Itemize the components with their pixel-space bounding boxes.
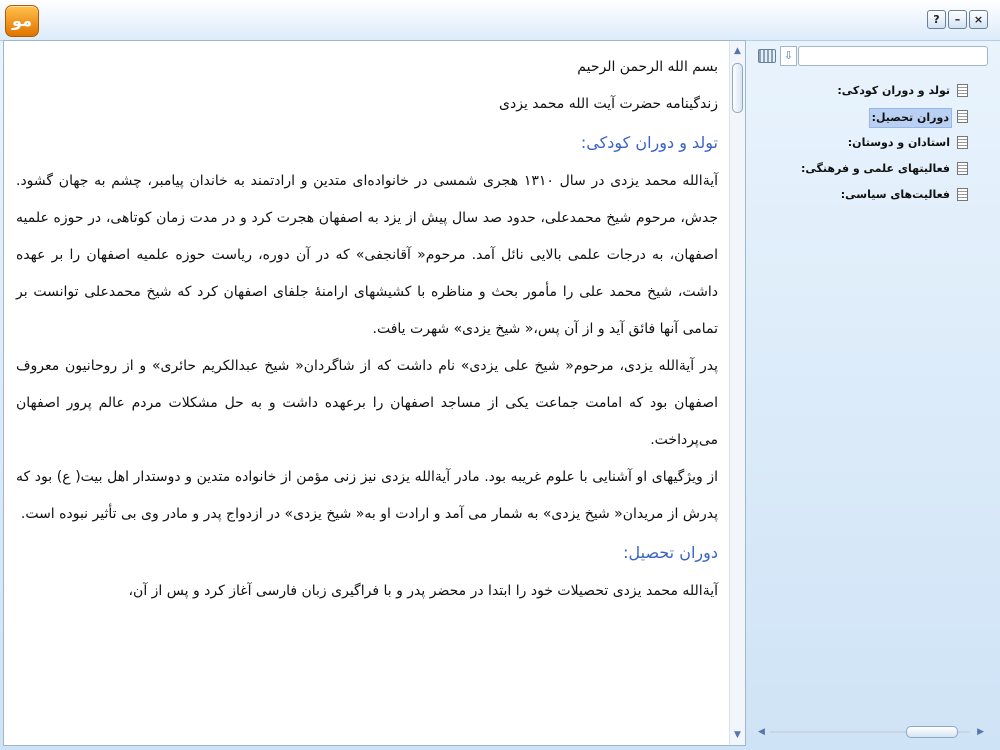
document-icon (957, 110, 968, 123)
biography-text (16, 49, 718, 610)
search-arrow-icon[interactable]: ⇩ (780, 46, 797, 66)
table-of-contents (752, 78, 970, 208)
paragraph: بسم الله الرحمن الرحيم (577, 59, 718, 75)
help-button[interactable]: ? (927, 10, 946, 29)
section-heading: دوران تحصیل: (623, 543, 718, 562)
toc-item-label: تولد و دوران کودکی: (837, 84, 950, 97)
section-heading: تولد و دوران کودکی: (580, 133, 718, 152)
paragraph: از ویژگیهای او آشنایی با علوم غریبه بود. مادر آیةالله یزدی نیز زنی مؤمن از خانواده متدین و دوستدار اهل بیت( ع) بود که پدرش از مریدان« شیخ یزدی» به شمار می آمد و ارادت او به« شیخ یزدی» در ازدواج پدر و مادر وی بی تأثیر نبوده است. (16, 469, 718, 522)
document-icon (957, 162, 968, 175)
paragraph: پدر آیةالله یزدی، مرحوم« شیخ علی یزدی» نام داشت که از شاگردان« شیخ عبدالکریم حائری» و از روحانیون معروف اصفهان بود که امامت جماعت یکی از مساجد اصفهان را برعهده داشت و به حل مشکلات مردم عالم پرور اصفهان می‌پرداخت. (16, 358, 718, 448)
minimize-button[interactable]: – (948, 10, 967, 29)
horizontal-scrollbar[interactable] (758, 726, 984, 738)
toc-sidebar (752, 40, 994, 744)
toc-item[interactable] (752, 78, 970, 104)
document-icon (957, 136, 968, 149)
toc-item-label: فعالیتهای علمی و فرهنگی: (800, 162, 950, 175)
scroll-down-icon[interactable]: ▼ (734, 730, 741, 740)
title-bar (0, 0, 1000, 41)
toc-item-label: استادان و دوستان: (847, 136, 950, 149)
toc-item[interactable] (752, 156, 970, 182)
toc-item-label: فعالیت‌های سیاسی: (840, 188, 950, 201)
keyboard-icon[interactable] (758, 49, 776, 63)
scroll-left-icon[interactable]: ◀ (758, 727, 765, 737)
paragraph: آیةالله محمد یزدی در سال ۱۳۱۰ هجری شمسی در خانواده‌ای متدین و ارادتمند به خاندان پیامبر، چشم به جهان گشود. جدش، مرحوم شیخ محمدعلی، حدود صد سال پیش از یزد به اصفهان هجرت کرد و در مدت زمان کوتاهی، در حوزه علمیه اصفهان، به درجات علمی بالایی نائل آمد. مرحوم« آقانجفی» که در آن دوره، ریاست حوزه علمیه اصفهان را بر عهده داشت، شیخ محمد علی را مأمور بحث و مناظره با کشیشهای ارامنهٔ جلفای اصفهان کرد که شیخ محمدعلی توانست بر تمامی آنها فائق آید و از آن پس،« شیخ یزدی» شهرت یافت. (16, 173, 718, 337)
document-icon (957, 188, 968, 201)
search-input[interactable] (798, 46, 988, 66)
document-icon (957, 84, 968, 97)
scroll-thumb[interactable] (732, 63, 743, 113)
horizontal-scroll-thumb[interactable] (906, 726, 958, 738)
paragraph: آیةالله محمد یزدی تحصیلات خود را ابتدا در محضر پدر و با فراگیری زبان فارسی آغاز کرد و پس از آن، (128, 583, 718, 599)
toc-item[interactable] (752, 182, 970, 208)
vertical-scrollbar[interactable] (729, 41, 745, 745)
close-button[interactable]: × (969, 10, 988, 29)
app-logo-icon[interactable]: مو (5, 5, 39, 37)
toc-item-label: دوران تحصیل: (869, 108, 952, 128)
scroll-right-icon[interactable]: ▶ (977, 727, 984, 737)
paragraph: زندگینامه حضرت آیت الله محمد یزدی (499, 96, 718, 112)
scroll-up-icon[interactable]: ▲ (734, 46, 741, 56)
toc-item[interactable] (752, 130, 970, 156)
biography-text-panel (3, 40, 746, 746)
toc-item[interactable] (752, 104, 970, 130)
search-bar (756, 46, 988, 66)
